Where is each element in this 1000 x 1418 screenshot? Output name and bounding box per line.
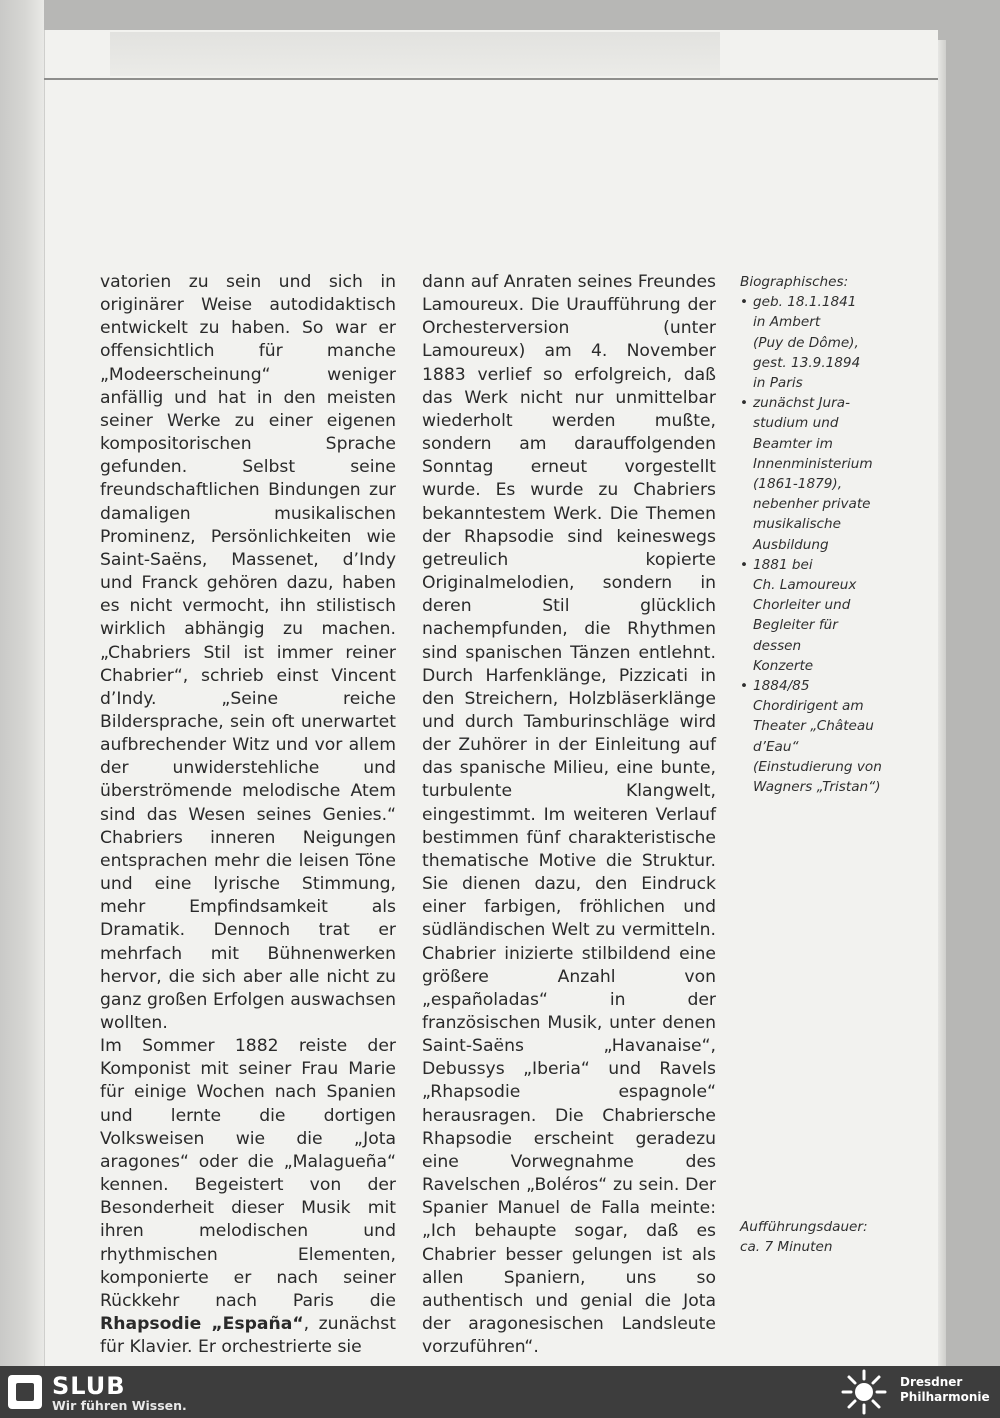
paragraph: Im Sommer 1882 reiste der Komponist mit seiner Frau Marie für einige Wochen nach Spanien und lernte die dortigen Volksweisen wie die „Jota aragones“ oder die „Malagueña“ kennen. Begeistert von der Besonderheit dieser Musik mit ihren melodischen und rhythmischen Elementen, komponierte er nach seiner Rückkehr nach Paris die Rhapsodie „España“, zunächst für Klavier. Er orchestrierte sie [100, 1036, 396, 1358]
duration-label: Aufführungsdauer: [740, 1219, 868, 1235]
text-column-right [422, 271, 716, 1359]
sidebar-heading: Biographisches: [740, 274, 849, 290]
footer-bar [0, 1366, 1000, 1418]
biography-item: • geb. 18.1.1841 in Ambert (Puy de Dôme), gest. 13.9.1894 in Paris [740, 292, 890, 393]
slub-tagline: Wir führen Wissen. [52, 1398, 187, 1413]
header-rule [44, 78, 938, 80]
biography-sidebar [740, 272, 890, 797]
slub-name[interactable]: SLUB [52, 1372, 126, 1400]
work-title: Rhapsodie „España“ [100, 1314, 304, 1335]
slub-logo-icon[interactable] [8, 1375, 42, 1409]
duration-value: ca. 7 Minuten [740, 1239, 833, 1256]
page-edge [938, 40, 946, 1366]
biography-item: • 1884/85 Chordirigent am Theater „Château d’Eau“ (Einstudierung von Wagners „Tristan“) [740, 676, 890, 797]
paragraph: dann auf Anraten seines Freundes Lamoureux. Die Uraufführung der Orchesterversion (unter Lamoureux) am 4. November 1883 verlief so erfolgreich, daß das Werk nicht nur unmittelbar wiederholt werden mußte, sondern am darauffolgenden Sonntag erneut vorgestellt wurde. Es wurde zu Chabriers bekanntestem Werk. Die Themen der Rhapsodie sind keineswegs getreulich kopierte Originalmelodien, sondern in deren Stil glücklich nachempfunden, die Rhythmen sind spanischen Tänzen entlehnt. Durch Harfenklänge, Pizzicati in den Streichern, Holzbläserklänge und durch Tamburinschläge wird der Zuhörer in der Einleitung auf das spanische Milieu, eine bunte, turbulente Klangwelt, eingestimmt. Im weiteren Verlauf bestimmen fünf charakteristische thematische Motive die Struktur. Sie dienen dazu, den Eindruck einer farbigen, fröhlichen und südländischen Welt zu vermitteln. Chabrier inizierte stilbildend eine größere Anzahl von „españoladas“ in der französischen Musik, unter denen Saint-Saëns „Havanaise“, Debussys „Iberia“ und Ravels „Rhapsodie espagnole“ herausragen. Die Chabriersche Rhapsodie erscheint geradezu eine Vorwegnahme des Ravelschen „Boléros“ zu sein. Der Spanier Manuel de Falla meinte: „Ich behaupte sogar, daß es Chabrier besser gelungen ist als allen Spaniern, uns so authentisch und genial die Jota der aragonesischen Landsleute vorzuführen“. [422, 272, 716, 1358]
biography-item: • zunächst Jura- studium und Beamter im Innenministerium (1861-1879), nebenher private musikalische Ausbildung [740, 393, 890, 555]
biography-item: • 1881 bei Ch. Lamoureux Chorleiter und Begleiter für dessen Konzerte [740, 555, 890, 676]
text-column-left [100, 271, 396, 1359]
page-gutter [0, 0, 44, 1366]
philharmonie-name[interactable]: Dresdner Philharmonie [900, 1375, 990, 1404]
header-bleedthrough [110, 32, 720, 76]
performance-duration [740, 1217, 890, 1257]
philharmonie-sunburst-icon[interactable] [840, 1368, 888, 1416]
biography-list [740, 292, 890, 797]
paragraph: vatorien zu sein und sich in originärer Weise autodidaktisch entwickelt zu haben. So war er offensichtlich für manche „Modeerscheinung“ weniger anfällig und hat in den meisten seiner Werke zu einer eigenen kompositorischen Sprache gefunden. Selbst seine freundschaftlichen Bindungen zur damaligen musikalischen Prominenz, Persönlichkeiten wie Saint-Saëns, Massenet, d’Indy und Franck gehören dazu, haben es nicht vermocht, ihn stilistisch wirklich abhängig zu machen. „Chabriers Stil ist immer reiner Chabrier“, schrieb einst Vincent d’Indy. „Seine reiche Bildersprache, sein oft unerwartet aufbrechender Witz und vor allem der unwiderstehliche und überströmende melodische Atem sind das Wesen seines Genies.“ Chabriers inneren Neigungen entsprachen mehr die leisen Töne und eine lyrische Stimmung, mehr Empfindsamkeit als Dramatik. Dennoch trat er mehrfach mit Bühnenwerken hervor, die sich aber alle nicht zu ganz großen Erfolgen auswachsen wollten. [100, 272, 396, 1033]
